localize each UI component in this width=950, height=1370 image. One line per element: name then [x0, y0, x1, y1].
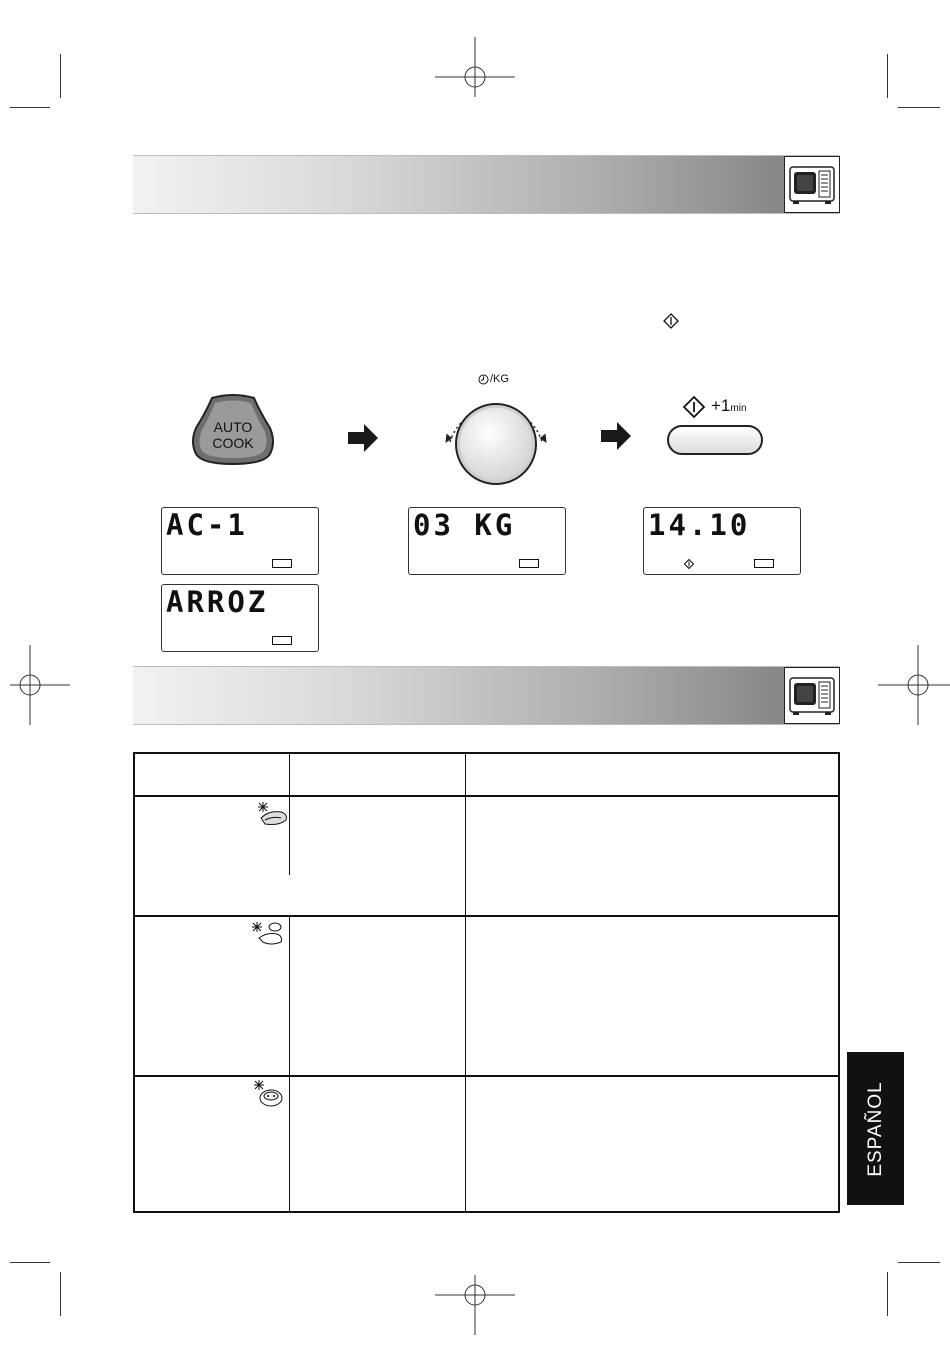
- auto-cook-label-line2: COOK: [212, 435, 254, 451]
- registration-mark: [435, 37, 515, 117]
- grill-icon: [754, 559, 774, 568]
- start-button-label: [711, 396, 747, 416]
- crop-mark: [60, 54, 61, 98]
- grill-icon: [519, 559, 539, 568]
- crop-mark: [10, 1262, 50, 1263]
- crop-mark: [60, 1272, 61, 1316]
- registration-mark: [0, 645, 70, 725]
- frozen-poultry-icon: [251, 918, 285, 948]
- display-step2: [408, 507, 566, 575]
- crop-mark: [898, 107, 940, 108]
- table-divider: [135, 795, 838, 797]
- display-step1-b: [161, 584, 319, 652]
- table-divider: [135, 1075, 838, 1077]
- dial-label: /KG: [490, 373, 509, 385]
- registration-mark: [878, 645, 950, 725]
- table-divider: [135, 915, 838, 917]
- arrow-right-icon: [601, 422, 631, 450]
- grill-icon: [272, 559, 292, 568]
- microwave-icon: [784, 667, 840, 724]
- crop-mark: [10, 107, 50, 108]
- start-icon: [684, 559, 694, 569]
- grill-icon: [272, 636, 292, 645]
- display-step1-a: [161, 507, 319, 575]
- crop-mark: [898, 1262, 940, 1263]
- section-header-bar: [133, 155, 840, 214]
- table-divider: [289, 754, 290, 875]
- table-divider: [465, 754, 466, 1211]
- weight-dial[interactable]: [440, 370, 552, 488]
- plus-one-text: +1: [711, 396, 731, 415]
- frozen-meat-icon: [255, 800, 289, 830]
- auto-defrost-table: [133, 752, 840, 1213]
- language-tab-label: ESPAÑOL: [864, 1080, 886, 1177]
- microwave-icon: [784, 156, 840, 213]
- arrow-right-icon: [348, 424, 378, 452]
- section-header-bar: [133, 666, 840, 725]
- crop-mark: [887, 54, 888, 98]
- display-text: 03 KG: [413, 508, 516, 542]
- clock-icon: [478, 374, 489, 385]
- display-step3: [643, 507, 801, 575]
- min-unit-text: min: [730, 403, 747, 414]
- display-text: 14.10: [648, 508, 751, 542]
- language-tab: [847, 1052, 904, 1205]
- table-divider: [289, 915, 290, 1211]
- start-button[interactable]: [665, 392, 769, 462]
- display-text: ARROZ: [166, 585, 269, 619]
- registration-mark: [435, 1255, 515, 1335]
- start-icon: [663, 313, 679, 329]
- auto-cook-label-line1: AUTO: [213, 419, 253, 435]
- display-text: AC-1: [166, 508, 248, 542]
- start-pill: [667, 425, 763, 455]
- crop-mark: [887, 1272, 888, 1316]
- auto-cook-button[interactable]: [190, 394, 276, 466]
- frozen-dish-icon: [251, 1079, 285, 1109]
- start-icon: [682, 395, 706, 419]
